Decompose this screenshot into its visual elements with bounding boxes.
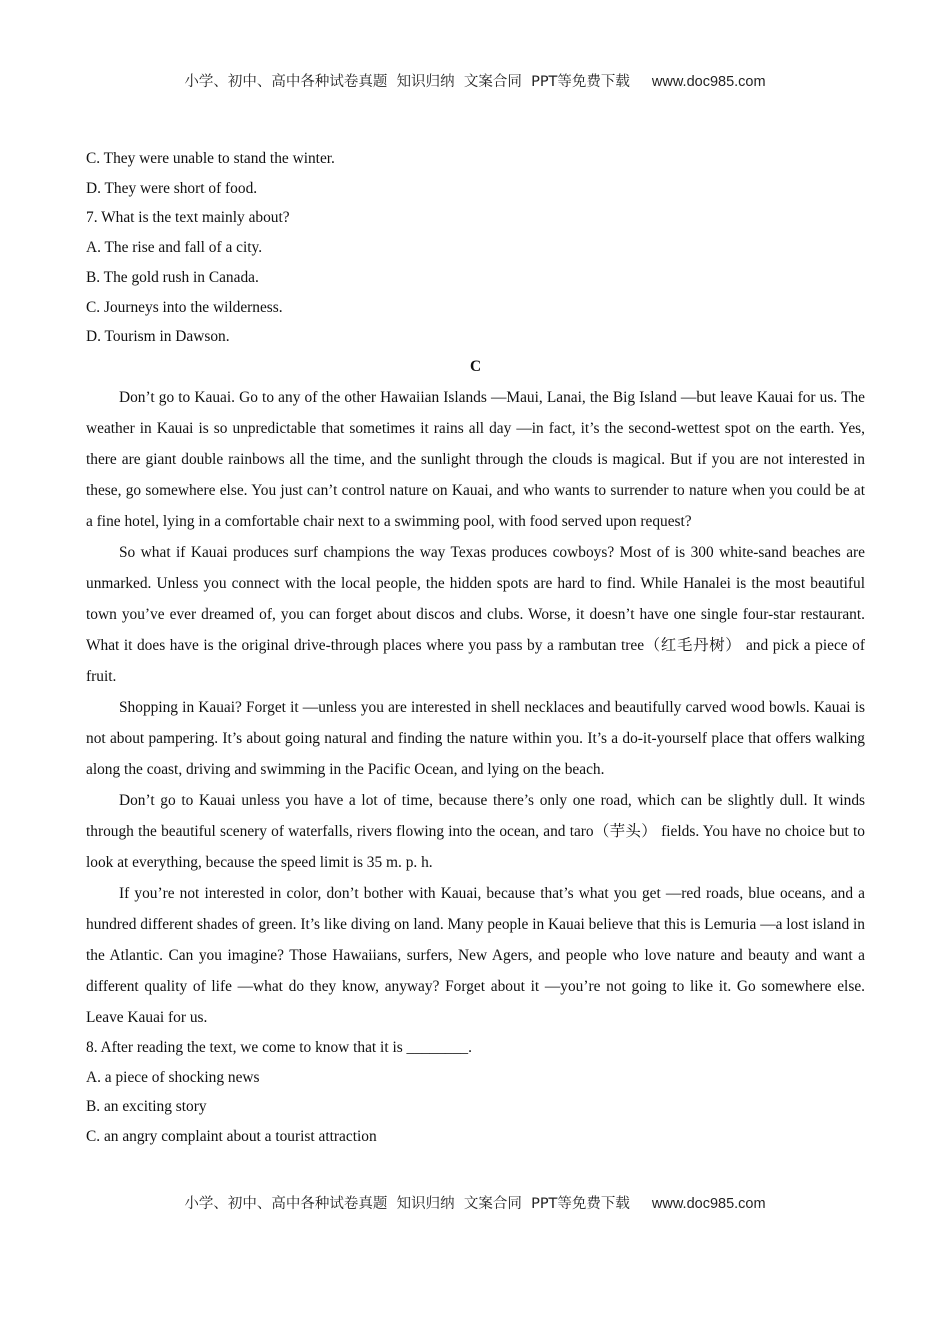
footer-url-link[interactable]: www.doc985.com (651, 1196, 766, 1212)
option-line: D. They were short of food. (86, 179, 258, 197)
question-7-option-a: A. The rise and fall of a city. (86, 239, 263, 257)
header-url-link[interactable]: www.doc985.com (651, 74, 766, 90)
question-7-option-b: B. The gold rush in Canada. (86, 268, 259, 286)
passage-paragraph: If you’re not interested in color, don’t bother with Kauai, because that’s what you get —red roads, blue oceans, and a hundred different shades of green. It’s like diving on land. Many people in Kauai believe that this is Lemuria —a lost island in the Atlantic. Can you imagine? Those Hawaiians, surfers, New Agers, and people who love nature and beauty and want a different quality of life —what do they know, anyway? Forget about it —you’re not going to like it. Go somewhere else. Leave Kauai for us. (86, 884, 865, 1026)
question-7-option-c: C. Journeys into the wilderness. (86, 298, 283, 316)
question-8-option-a: A. a piece of shocking news (86, 1068, 260, 1086)
document-content (86, 144, 865, 1152)
question-7-stem: 7. What is the text mainly about? (86, 209, 290, 227)
passage-paragraph: So what if Kauai produces surf champions the way Texas produces cowboys? Most of is 300 white-sand beaches are unmarked. Unless you connect with the local people, the hidden spots are hard to find. While Hanalei is the most beautiful town you’ve ever dreamed of, you can forget about discos and clubs. Worse, it doesn’t have one single four-star restaurant. What it does have is the original drive-through places where you pass by a rambutan tree（红毛丹树） and pick a piece of fruit. (86, 543, 865, 685)
footer-banner (0, 1192, 950, 1213)
question-7-option-d: D. Tourism in Dawson. (86, 328, 230, 346)
header-banner-text: 小学、初中、高中各种试卷真题 知识归纳 文案合同 PPT等免费下载 (184, 74, 630, 90)
footer-banner-text: 小学、初中、高中各种试卷真题 知识归纳 文案合同 PPT等免费下载 (184, 1196, 630, 1212)
passage-paragraph: Shopping in Kauai? Forget it —unless you are interested in shell necklaces and beautifully carved wood bowls. Kauai is not about pampering. It’s about going natural and finding the nature within you. It’s a do-it-yourself place that offers walking along the coast, driving and swimming in the Pacific Ocean, and lying on the beach. (86, 698, 865, 778)
section-heading: C (469, 357, 482, 375)
passage-paragraph: Don’t go to Kauai unless you have a lot of time, because there’s only one road, which can be slightly dull. It winds through the beautiful scenery of waterfalls, rivers flowing into the ocean, and taro（芋头） fields. You have no choice but to look at everything, because the speed limit is 35 m. p. h. (86, 791, 865, 871)
question-8-option-c: C. an angry complaint about a tourist attraction (86, 1128, 377, 1146)
passage-paragraph: Don’t go to Kauai. Go to any of the other Hawaiian Islands —Maui, Lanai, the Big Island —but leave Kauai for us. The weather in Kauai is so unpredictable that sometimes it rains all day —in fact, it’s the second-wettest spot on the earth. Yes, there are giant double rainbows all the time, and the sunlight through the clouds is magical. But if you are not interested in these, go somewhere else. You just can’t control nature on Kauai, and who wants to surrender to nature when you could be at a fine hotel, lying in a comfortable chair next to a swimming pool, with food served upon request? (86, 388, 865, 530)
question-8-stem: 8. After reading the text, we come to know that it is ________. (86, 1038, 472, 1056)
header-banner (0, 70, 950, 91)
question-8-option-b: B. an exciting story (86, 1098, 207, 1116)
option-line: C. They were unable to stand the winter. (86, 150, 335, 167)
